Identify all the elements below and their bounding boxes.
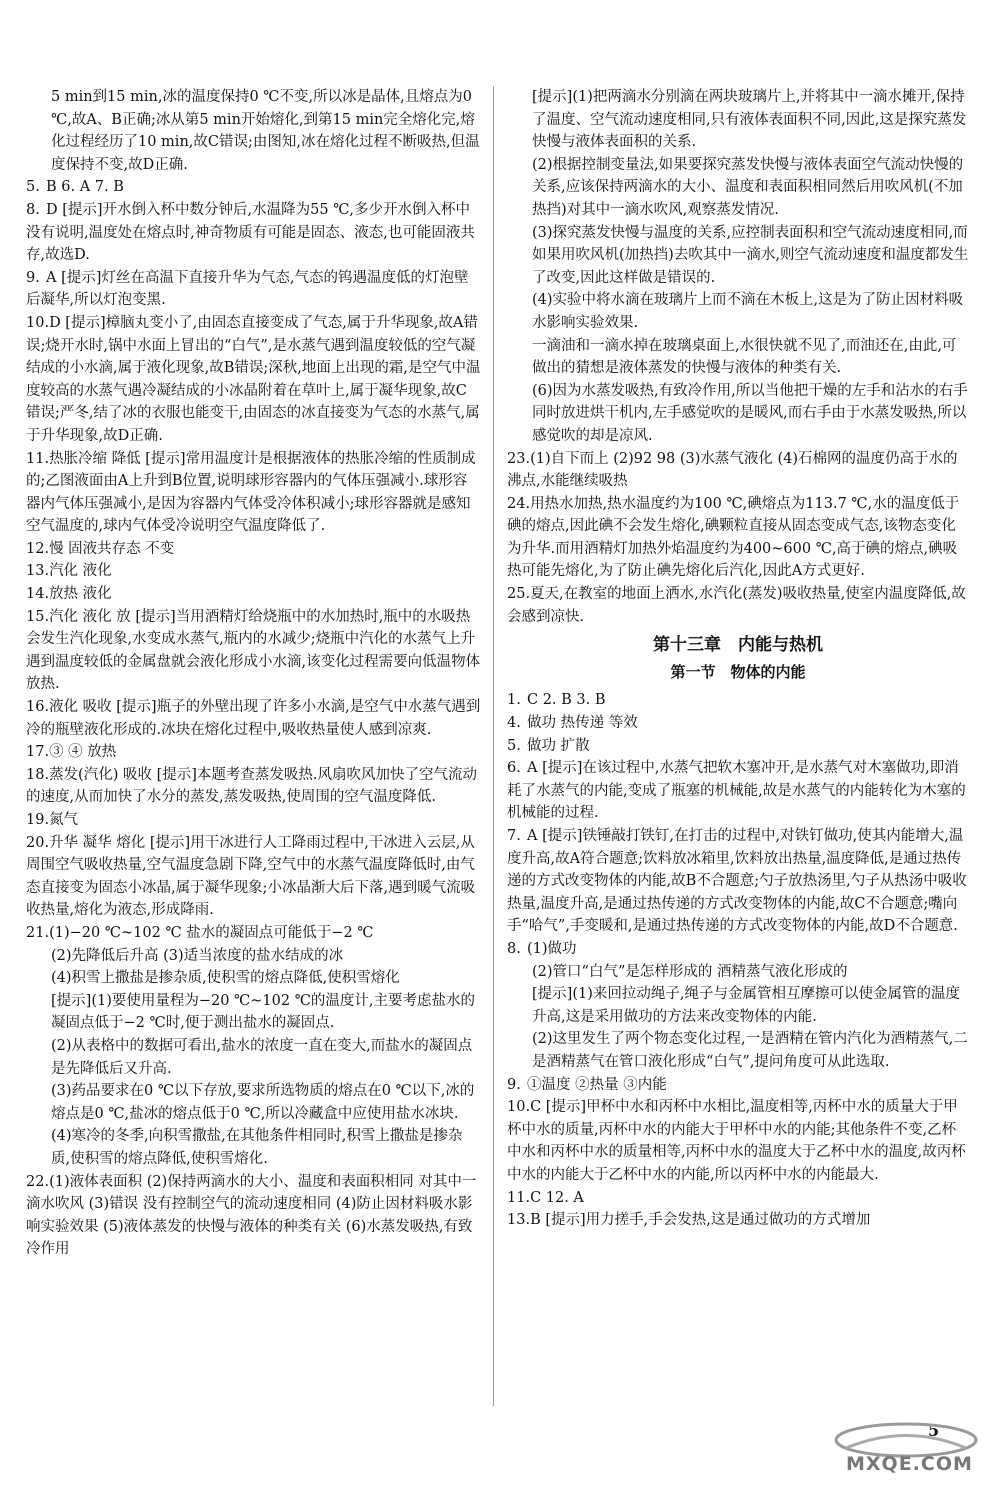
answer-item (507, 335, 969, 380)
item-number: 4. (507, 715, 521, 732)
item-number: 7. (507, 828, 521, 844)
right-column-top (507, 86, 969, 628)
item-number: 16. (26, 699, 50, 716)
item-text: (2)从表格中的数据可看出,盐水的浓度一直在变大,而盐水的凝固点是先降低后又升高. (51, 1037, 473, 1077)
item-number: 20. (26, 834, 50, 851)
watermark-text: MXQE.COM (846, 1453, 973, 1475)
answer-item (507, 1096, 969, 1186)
answer-item (26, 764, 481, 809)
answer-item (507, 961, 969, 984)
item-text: (2)先降低后升高 (3)适当浓度的盐水结成的冰 (51, 947, 344, 964)
answer-item (26, 1080, 481, 1125)
answer-item (26, 1035, 481, 1080)
answer-item (507, 1028, 969, 1073)
item-text: 一滴油和一滴水掉在玻璃桌面上,水很快就不见了,而油还在,由此,可做出的猜想是液体蒸发的快慢与液体的种类有关. (532, 337, 957, 377)
item-text: (3)药品要求在0 ℃以下存放,要求所选物质的熔点在0 ℃以下,冰的熔点是0 ℃,盐冰的熔点低于0 ℃,所以冷藏盒中应使用盐水冰块. (51, 1083, 475, 1122)
answer-item (26, 741, 481, 764)
answer-item (507, 1209, 969, 1232)
item-text: A [提示]在该过程中,水蒸气把软木塞冲开,是水蒸气对木塞做功,即消耗了水蒸气的内能,变成了瓶塞的机械能,故是水蒸气的内能转化为木塞的机械能的过程. (507, 760, 966, 822)
item-number: 19. (26, 812, 50, 828)
answer-item (507, 583, 969, 628)
item-text: 做功 扩散 (527, 737, 590, 754)
item-text: 用热水加热,热水温度约为100 ℃,碘熔点为113.7 ℃,水的温度低于碘的熔点,因此碘不会发生熔化,碘颗粒直接从固态变成气态,该物态变化为升华.而用酒精灯加热外焰温度约为400~600 ℃,高于碘的熔点,碘吸热可能先熔化,为了防止碘先熔化后汽化,因此A方式更好. (507, 495, 960, 580)
chapter-title: 第十三章 内能与热机 (653, 635, 823, 656)
item-text: 蒸发(汽化) 吸收 [提示]本题考查蒸发吸热.风扇吹风加快了空气流动的速度,从而加快了水分的蒸发,蒸发吸热,使周围的空气温度降低. (26, 766, 478, 806)
item-text: 汽化 液化 放 [提示]当用酒精灯给烧瓶中的水加热时,瓶中的水吸热会发生汽化现象,水变成水蒸气,瓶内的水减少;烧瓶中汽化的水蒸气上升遇到温度较低的金属盘就会液化形成小水滴,该变化过程需要向低温物体放热. (26, 608, 481, 693)
answer-item (26, 176, 481, 199)
item-text: 液化 吸收 [提示]瓶子的外壁出现了许多小水滴,是空气中水蒸气遇到冷的瓶壁液化形成的.冰块在熔化过程中,吸收热量使人感到凉爽. (26, 699, 481, 738)
answer-item (507, 938, 969, 961)
item-text: 慢 固液共存态 不变 (49, 540, 175, 557)
item-text: (1)自下而上 (2)92 98 (3)水蒸气液化 (4)石棉网的温度仍高于水的沸点,水能继续吸热 (507, 450, 958, 490)
item-text: [提示](1)要使用量程为−20 ℃~102 ℃的温度计,主要考虑盐水的凝固点低于−2 ℃时,便于测出盐水的凝固点. (51, 992, 476, 1032)
item-text: (1)液体表面积 (2)保持两滴水的大小、温度和表面积相同 对其中一滴水吹风 (3)错误 没有控制空气的流动速度相同 (4)防止因材料吸水影响实验效果 (5)液体蒸发的快慢与液体的种类有关 (6)水蒸发吸热,有致冷作用 (26, 1173, 477, 1258)
item-text: A [提示]铁锤敲打铁钉,在打击的过程中,对铁钉做功,使其内能增大,温度升高,故A符合题意;饮料放冰箱里,饮料放出热量,温度降低,是通过热传递的方式改变物体的内能,故B不合题意;勺子放热汤里,勺子从热汤中吸收热量,温度升高,是通过热传递的方式改变物体的内能,故C不合题意;嘴向手“哈气”,手变暖和,是通过热传递的方式改变物体的内能,故D不合题意. (507, 828, 967, 935)
item-number: 5. (507, 737, 521, 754)
answer-item (26, 832, 481, 922)
item-text: (1)−20 ℃~102 ℃ 盐水的凝固点可能低于−2 ℃ (49, 924, 374, 941)
item-text: (4)实验中将水滴在玻璃片上而不滴在木板上,这是为了防止因材料吸水影响实验效果. (532, 292, 964, 331)
item-number: 25. (507, 586, 531, 603)
item-text: D [提示]樟脑丸变小了,由固态直接变成了气态,属于升华现象,故A错误;烧开水时,锅中水面上冒出的“白气”,是水蒸气遇到温度较低的空气凝结成的小水滴,属于液化现象,故B错误;深秋,地面上出现的霜,是空气中温度较高的水蒸气遇冷凝结成的小冰晶附着在草叶上,属于凝华现象,故C错误;严冬,结了冰的衣服也能变干,由固态的冰直接变为气态的水蒸气,属于升华现象,故D正确. (26, 314, 481, 444)
answer-item (26, 1125, 481, 1170)
item-number: 14. (26, 586, 50, 603)
answer-item (507, 1074, 969, 1097)
item-text: (2)这里发生了两个物态变化过程,一是酒精在管内汽化为酒精蒸气,二是酒精蒸气在管口液化形成“白气”,提问角度可从此选取. (532, 1031, 968, 1070)
item-text: 汽化 液化 (49, 563, 112, 580)
answer-item (26, 538, 481, 561)
answer-item (507, 983, 969, 1028)
column-divider (493, 86, 494, 1406)
item-text: [提示](1)把两滴水分别滴在两块玻璃片上,并将其中一滴水摊开,保持了温度、空气流动速度相同,只有液体表面积不同,因此,这是探究蒸发快慢与液体表面积的关系. (532, 89, 967, 151)
item-text: (3)探究蒸发快慢与温度的关系,应控制表面积和空气流动速度相同,而如果用吹风机(加热挡)去吹其中一滴水,则空气流动速度和温度都发生了改变,因此这样做是错误的. (532, 224, 969, 286)
answer-item (507, 154, 969, 222)
item-text: C 2. B 3. B (527, 692, 606, 709)
answer-item (26, 990, 481, 1035)
item-text: [提示](1)来回拉动绳子,绳子与金属管相互摩擦可以使金属管的温度升高,这是采用做功的方法来改变物体的内能. (532, 986, 960, 1025)
item-number: 9. (26, 269, 40, 286)
answer-item (26, 199, 481, 267)
answer-item (26, 696, 481, 741)
item-number: 1. (507, 692, 521, 709)
item-number: 11. (26, 450, 50, 467)
item-text: 5 min到15 min,冰的温度保持0 ℃不变,所以冰是晶体,且熔点为0 ℃,故A、B正确;冰从第5 min开始熔化,到第15 min完全熔化完,熔化过程经历了10 min,故C错误;由图知,冰在熔化过程不断吸热,但温度保持不变,故D正确. (51, 89, 480, 173)
section-title: 第一节 物体的内能 (670, 662, 806, 681)
answer-item (507, 289, 969, 334)
answer-item (26, 86, 481, 176)
answer-item (26, 267, 481, 312)
item-text: C [提示]甲杯中水和丙杯中水相比,温度相等,丙杯中水的质量大于甲杯中水的质量,丙杯中水的内能大于甲杯中水的内能;其他条件不变,乙杯中水和丙杯中水的质量相等,丙杯中水的温度大于乙杯中水的温度,故丙杯中水的内能大于乙杯中水的内能,所以丙杯中水的内能最大. (507, 1099, 966, 1183)
item-number: 18. (26, 766, 50, 783)
item-number: 17. (26, 744, 50, 761)
answer-item (507, 735, 969, 758)
answer-item (507, 448, 969, 493)
answer-item (26, 448, 481, 538)
item-number: 6. (507, 760, 521, 777)
item-number: 10. (507, 1099, 531, 1116)
answer-item (26, 922, 481, 945)
item-text: 放热 液化 (49, 586, 112, 603)
item-number: 12. (26, 540, 50, 557)
answer-item (26, 560, 481, 583)
item-text: D [提示]开水倒入杯中数分钟后,水温降为55 ℃,多少开水倒入杯中没有说明,温度处在熔点时,神奇物质有可能是固态、液态,也可能固液共存,故选D. (26, 201, 475, 264)
item-number: 15. (26, 608, 50, 625)
item-number: 22. (26, 1173, 50, 1190)
item-number: 10. (26, 314, 50, 331)
item-text: 升华 凝华 熔化 [提示]用干冰进行人工降雨过程中,干冰进入云层,从周围空气吸收热量,空气温度急剧下降,空气中的水蒸气温度降低时,由气态直接变为固态小冰晶,属于凝华现象;小冰晶渐大后下落,遇到暖气流吸收热量,熔化为液态,形成降雨. (26, 834, 476, 919)
item-text: 氮气 (49, 812, 79, 828)
item-text: (1)做功 (527, 940, 577, 957)
item-number: 13. (507, 1212, 531, 1229)
answer-item (26, 606, 481, 696)
answer-item (26, 583, 481, 606)
item-number: 9. (507, 1076, 521, 1093)
answer-item (507, 825, 969, 938)
item-number: 5. (26, 179, 40, 196)
answer-item (507, 757, 969, 825)
answer-item (507, 86, 969, 154)
item-number: 23. (507, 450, 531, 467)
item-number: 13. (26, 563, 50, 580)
answer-item (26, 945, 481, 968)
item-text: 夏天,在教室的地面上洒水,水汽化(蒸发)吸收热量,使室内温度降低,故会感到凉快. (507, 586, 966, 625)
item-text: B [提示]用力搓手,手会发热,这是通过做功的方式增加 (530, 1212, 871, 1229)
item-text: (4)积雪上撒盐是掺杂质,使积雪的熔点降低,使积雪熔化 (51, 970, 400, 987)
answer-item (26, 809, 481, 832)
item-text: (6)因为水蒸发吸热,有致冷作用,所以当他把干燥的左手和沾水的右手同时放进烘干机内,左手感觉吹的是暖风,而右手由于水蒸发吸热,所以感觉吹的却是凉风. (532, 382, 968, 444)
right-column (507, 86, 969, 1232)
right-column-bottom (507, 689, 969, 1231)
answer-item (507, 222, 969, 290)
item-number: 21. (26, 924, 50, 941)
answer-item (507, 1187, 969, 1210)
answer-item (507, 712, 969, 735)
answer-item (507, 493, 969, 583)
answer-item (26, 967, 481, 990)
item-text: ①温度 ②热量 ③内能 (527, 1076, 667, 1093)
item-number: 24. (507, 495, 531, 512)
answer-item (26, 1171, 481, 1261)
answer-item (507, 689, 969, 712)
item-text: (2)根据控制变量法,如果要探究蒸发快慢与液体表面空气流动快慢的关系,应该保持两滴水的大小、温度和表面积相同然后用吹风机(不加热挡)对其中一滴水吹风,观察蒸发情况. (532, 156, 964, 218)
item-number: 8. (507, 940, 521, 957)
left-column (26, 86, 481, 1261)
item-number: 11. (507, 1189, 531, 1206)
item-text: B 6. A 7. B (46, 179, 124, 196)
item-text: ③ ④ 放热 (49, 744, 117, 761)
item-number: 8. (26, 201, 40, 218)
item-text: (2)管口“白气”是怎样形成的 酒精蒸气液化形成的 (532, 963, 848, 980)
item-text: C 12. A (530, 1189, 584, 1206)
item-text: A [提示]灯丝在高温下直接升华为气态,气态的钨遇温度低的灯泡壁后凝华,所以灯泡变黑. (26, 269, 469, 309)
item-text: (4)寒冷的冬季,向积雪撒盐,在其他条件相同时,积雪上撒盐是掺杂质,使积雪的熔点降低,使积雪熔化. (51, 1128, 463, 1167)
answer-item (507, 380, 969, 448)
answer-item (26, 312, 481, 448)
page-number: 5 (928, 1421, 940, 1440)
item-text: 热胀冷缩 降低 [提示]常用温度计是根据液体的热胀冷缩的性质制成的;乙图液面由A上升到B位置,说明球形容器内的气体压强减小.球形容器内气体压强减小,是因为容器内气体受冷体积减小;球形容器就是感知空气温度的,球内气体受冷说明空气温度降低了. (26, 450, 476, 535)
item-text: 做功 热传递 等效 (527, 715, 638, 732)
